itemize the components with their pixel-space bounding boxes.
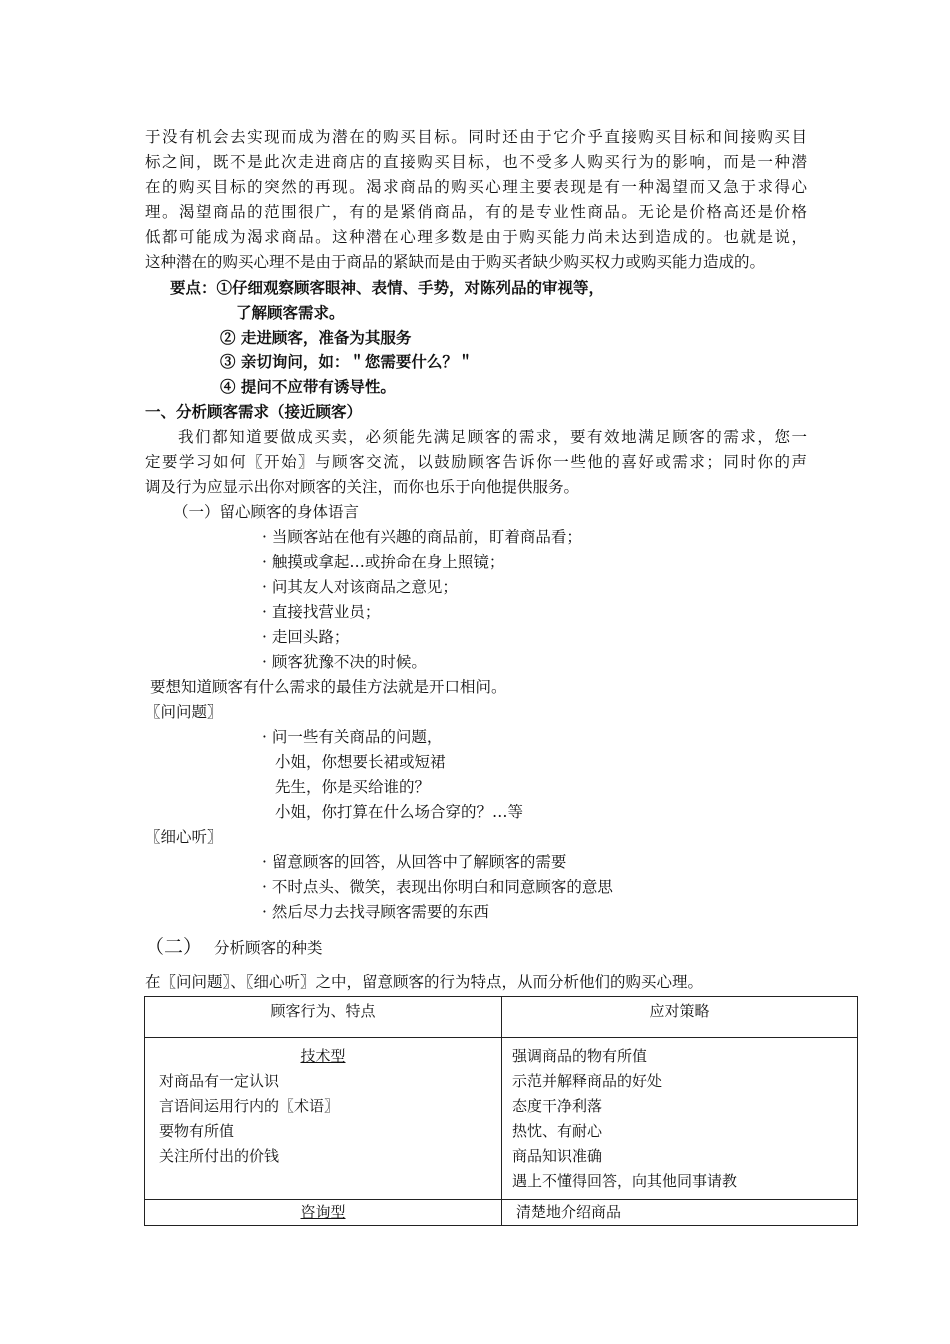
- strategy-item: 示范并解释商品的好处: [512, 1072, 663, 1090]
- section-2-intro: 在〖问问题〗、〖细心听〗之中，留意顾客的行为特点，从而分析他们的购买心理。: [145, 973, 704, 991]
- key-point-2: ② 走进顾客，准备为其服务: [220, 328, 412, 347]
- strategy-item: 遇上不懂得回答，向其他同事请教: [512, 1172, 738, 1190]
- ask-line: 先生，你是买给谁的？: [275, 778, 431, 796]
- trait-item: 关注所付出的价钱: [159, 1147, 280, 1165]
- section-2-number: （二）: [145, 936, 203, 958]
- customer-type-label: 咨询型: [300, 1203, 346, 1221]
- ask-line: 小姐，你打算在什么场合穿的？…等: [275, 803, 524, 821]
- trait-item: 言语间运用行内的〖术语〗: [159, 1097, 340, 1115]
- intro-line: 在的购买目标的突然的再现。渴求商品的购买心理主要表现是有一种渴望而又急于求得心: [145, 178, 807, 196]
- trait-item: 对商品有一定认识: [159, 1072, 280, 1090]
- customer-type-table: [144, 996, 858, 1226]
- subheading-body-language: （一）留心顾客的身体语言: [173, 503, 360, 521]
- intro-line: 于没有机会去实现而成为潜在的购买目标。同时还由于它介乎直接购买目标和间接购买目: [145, 128, 807, 146]
- intro-line: 低都可能成为渴求商品。这种潜在心理多数是由于购买能力尚未达到造成的。也就是说，: [145, 228, 807, 246]
- bullet-item: · 问其友人对该商品之意见；: [262, 578, 458, 596]
- key-point-3: ③ 亲切询问，如：＂您需要什么？＂: [220, 352, 474, 371]
- strategy-item: 热忱、有耐心: [512, 1122, 603, 1140]
- strategies-cell: [502, 1200, 858, 1226]
- strategy-item: 清楚地介绍商品: [516, 1203, 622, 1221]
- strategy-item: 态度干净利落: [512, 1097, 603, 1115]
- customer-type-label: 技术型: [300, 1047, 346, 1065]
- table-header-row: [145, 997, 858, 1038]
- best-way-text: 要想知道顾客有什么需求的最佳方法就是开口相问。: [150, 678, 507, 696]
- table-row: [145, 1200, 858, 1226]
- bullet-item: · 当顾客站在他有兴趣的商品前，盯着商品看；: [262, 528, 582, 546]
- table-header: 顾客行为、特点: [145, 997, 502, 1038]
- ask-line: 小姐，你想要长裙或短裙: [275, 753, 446, 771]
- section-2-heading: 分析顾客的种类: [214, 939, 323, 957]
- traits-cell: [145, 1038, 502, 1200]
- strategy-item: 强调商品的物有所值: [512, 1047, 648, 1065]
- listen-line: · 不时点头、微笑，表现出你明白和同意顾客的意思: [262, 878, 613, 896]
- section-1-para-line: 定要学习如何〖开始〗与顾客交流，以鼓励顾客告诉你一些他的喜好或需求；同时你的声: [145, 453, 807, 471]
- bullet-item: · 顾客犹豫不决的时候。: [262, 653, 427, 671]
- key-point-4: ④ 提问不应带有诱导性。: [220, 377, 396, 396]
- section-1-para-line: 调及行为应显示出你对顾客的关注，而你也乐于向他提供服务。: [145, 478, 580, 496]
- listen-line: · 然后尽力去找寻顾客需要的东西: [262, 903, 489, 921]
- table-row: [145, 1038, 858, 1200]
- strategy-item: 商品知识准确: [512, 1147, 603, 1165]
- listen-line: · 留意顾客的回答，从回答中了解顾客的需要: [262, 853, 567, 871]
- bullet-item: · 走回头路；: [262, 628, 350, 646]
- listen-label: 〖细心听〗: [145, 828, 223, 846]
- intro-line: 理。渴望商品的范围很广，有的是紧俏商品，有的是专业性商品。无论是价格高还是价格: [145, 203, 807, 221]
- intro-line: 这种潜在的购买心理不是由于商品的紧缺而是由于购买者缺少购买权力或购买能力造成的。: [145, 253, 766, 271]
- section-1-para-line: 我们都知道要做成买卖，必须能先满足顾客的需求，要有效地满足顾客的需求，您一: [178, 428, 807, 446]
- key-point-1-cont: 了解顾客需求。: [236, 303, 345, 322]
- traits-cell: [145, 1200, 502, 1226]
- section-1-heading: 一、分析顾客需求（接近顾客）: [145, 402, 363, 421]
- ask-questions-label: 〖问问题〗: [145, 703, 223, 721]
- bullet-item: · 触摸或拿起…或拚命在身上照镜；: [262, 553, 505, 571]
- ask-line: · 问一些有关商品的问题，: [262, 728, 443, 746]
- trait-item: 要物有所值: [159, 1122, 235, 1140]
- intro-line: 标之间，既不是此次走进商店的直接购买目标，也不受多人购买行为的影响，而是一种潜: [145, 153, 807, 171]
- bullet-item: · 直接找营业员；: [262, 603, 381, 621]
- key-point-1: 要点：①仔细观察顾客眼神、表情、手势，对陈列品的审视等，: [170, 278, 605, 297]
- strategies-cell: [502, 1038, 858, 1200]
- table-header: 应对策略: [502, 997, 858, 1038]
